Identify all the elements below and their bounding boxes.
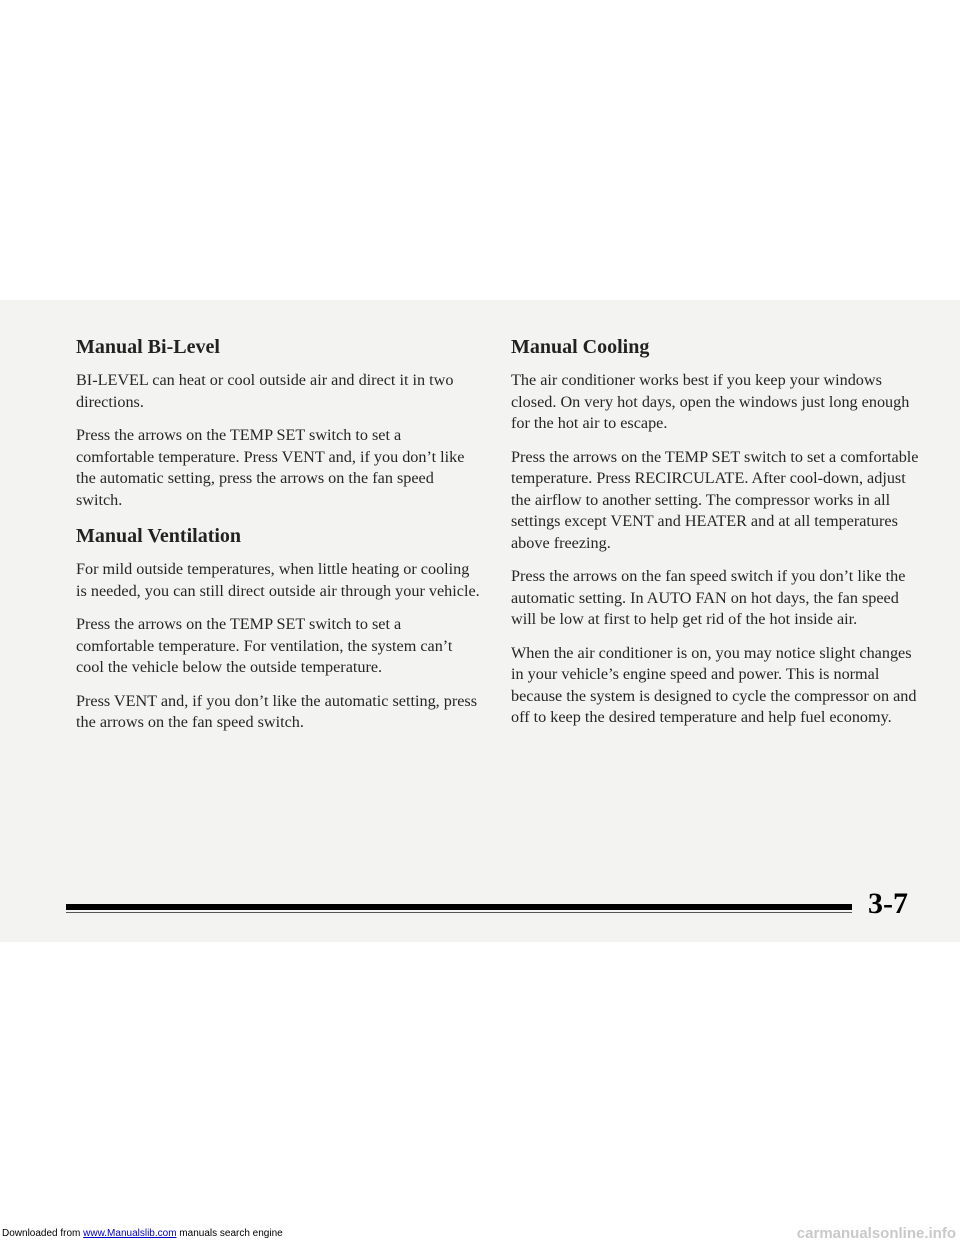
- paragraph: Press the arrows on the TEMP SET switch to set a comfortable temperature. Press RECIRCULATE. After cool-down, adjust the airflow to another setting. The compressor works in all settings except VENT and HEATER and at all temperatures above freezing.: [511, 447, 919, 552]
- paragraph: Press VENT and, if you don’t like the automatic setting, press the arrows on the fan speed switch.: [76, 691, 478, 731]
- manualslib-link[interactable]: www.Manualslib.com: [83, 1228, 177, 1239]
- footer-rule-thick: [66, 904, 852, 910]
- footer-suffix: manuals search engine: [176, 1228, 283, 1239]
- watermark: carmanualsonline.info: [796, 1225, 956, 1242]
- paragraph: Press the arrows on the fan speed switch if you don’t like the automatic setting. In AUTO FAN on hot days, the fan speed will be low at first to help get rid of the hot inside air.: [511, 567, 906, 628]
- footer-rule-thin: [66, 912, 852, 913]
- paragraph: For mild outside temperatures, when little heating or cooling is needed, you can still direct outside air through your vehicle.: [76, 560, 480, 600]
- right-column: [511, 334, 926, 741]
- download-footer: [2, 1228, 283, 1240]
- heading-manual-cooling: Manual Cooling: [511, 336, 650, 358]
- page-number: 3-7: [868, 887, 908, 920]
- paragraph: The air conditioner works best if you keep your windows closed. On very hot days, open the windows just long enough for the hot air to escape.: [511, 371, 910, 432]
- heading-manual-bi-level: Manual Bi-Level: [76, 336, 220, 358]
- paragraph: Press the arrows on the TEMP SET switch to set a comfortable temperature. Press VENT and, if you don’t like the automatic setting, press the arrows on the fan speed switch.: [76, 426, 465, 509]
- heading-manual-ventilation: Manual Ventilation: [76, 525, 242, 547]
- left-column: [76, 334, 481, 746]
- paragraph: Press the arrows on the TEMP SET switch to set a comfortable temperature. For ventilation, the system can’t cool the vehicle below the outside temperature.: [76, 615, 453, 676]
- paragraph: When the air conditioner is on, you may notice slight changes in your vehicle’s engine speed and power. This is normal because the system is designed to cycle the compressor on and off to keep the desired temperature and help fuel economy.: [511, 643, 917, 726]
- footer-prefix: Downloaded from: [2, 1228, 84, 1239]
- paragraph: BI-LEVEL can heat or cool outside air and direct it in two directions.: [76, 371, 454, 411]
